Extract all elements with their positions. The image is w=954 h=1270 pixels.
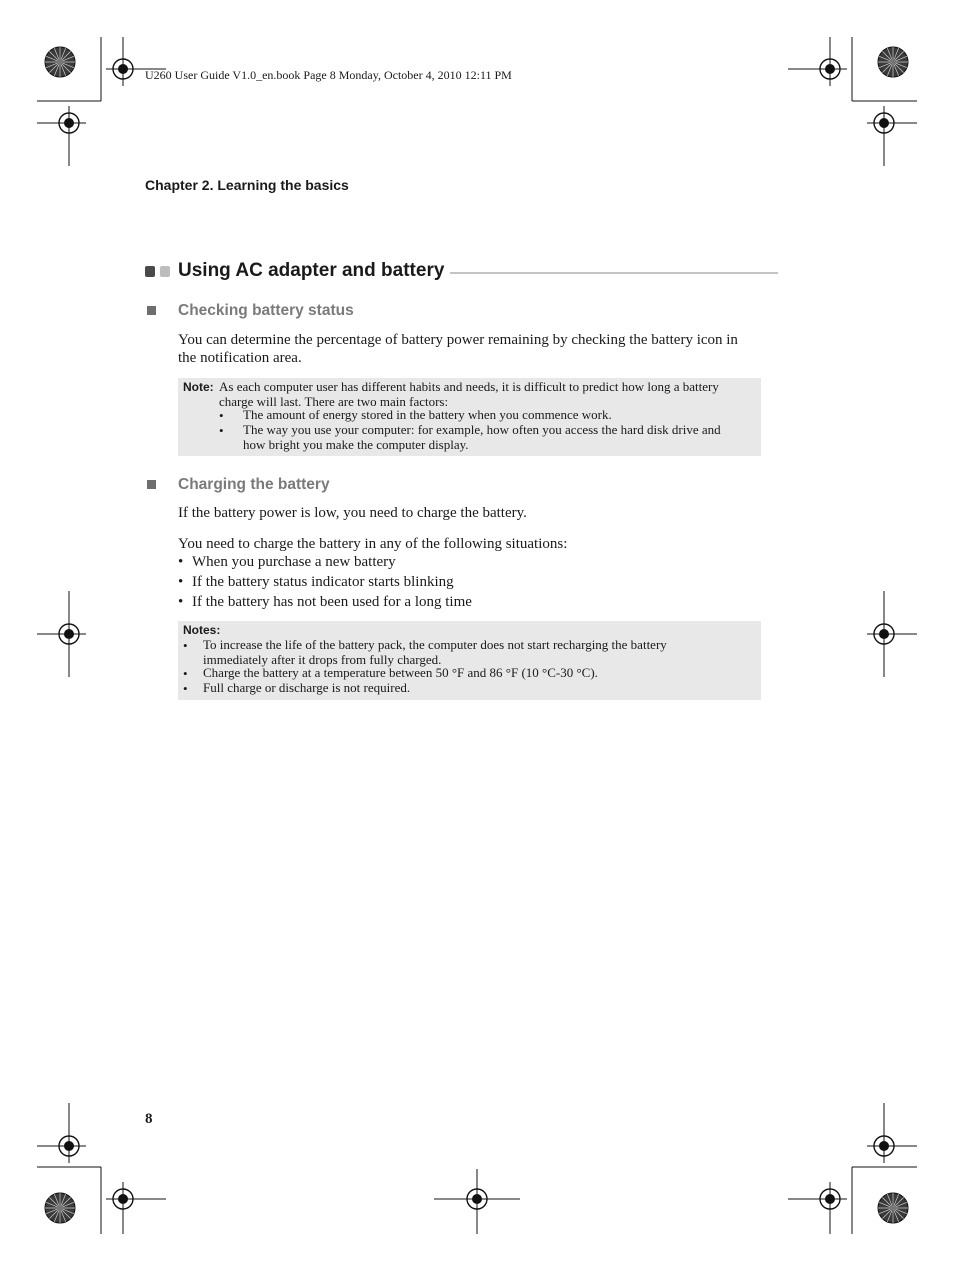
notes-label: Notes: xyxy=(183,623,221,637)
note-line: To increase the life of the battery pack, the computer does not start recharging the battery xyxy=(203,637,667,652)
page-number: 8 xyxy=(145,1111,153,1127)
note-label: Note: xyxy=(183,380,214,394)
section-square-icon-dark xyxy=(145,266,155,277)
bullet-dot: • xyxy=(183,681,188,696)
note-line: The amount of energy stored in the battery when you commence work. xyxy=(243,407,612,422)
note-line: Full charge or discharge is not required. xyxy=(203,680,411,695)
bullet-dot: • xyxy=(219,423,224,438)
note-line: charge will last. There are two main factors: xyxy=(219,393,449,409)
bullet-dot: • xyxy=(183,638,188,653)
notes-item xyxy=(203,681,758,696)
list-item xyxy=(178,554,396,571)
list-item-text: If the battery has not been used for a long time xyxy=(192,594,472,610)
bullet-dot: • xyxy=(178,554,184,570)
section-square-icon-light xyxy=(160,266,170,277)
notes-box xyxy=(178,621,761,700)
battery-status-intro xyxy=(178,331,773,367)
bullet-dot: • xyxy=(183,666,188,681)
note-line: immediately after it drops from fully charged. xyxy=(203,651,442,667)
subsection-heading-battery-status: Checking battery status xyxy=(178,302,354,319)
subsection-heading-charging: Charging the battery xyxy=(178,476,330,493)
bullet-dot: • xyxy=(219,408,224,423)
charging-paragraph-2: You need to charge the battery in any of the following situations: xyxy=(178,536,568,552)
section-rule xyxy=(450,272,778,274)
note-text xyxy=(219,380,759,409)
notes-item xyxy=(203,638,758,667)
note-bullet-item xyxy=(243,408,758,423)
list-item xyxy=(178,594,472,611)
note-line: As each computer user has different habits and needs, it is difficult to predict how long a battery xyxy=(219,379,719,394)
subsection-square-icon xyxy=(147,480,156,489)
notes-item xyxy=(203,666,758,681)
print-header: U260 User Guide V1.0_en.book Page 8 Monday, October 4, 2010 12:11 PM xyxy=(145,68,512,82)
note-line: how bright you make the computer display. xyxy=(243,436,469,452)
chapter-title: Chapter 2. Learning the basics xyxy=(145,177,349,193)
note-line: Charge the battery at a temperature between 50 °F and 86 °F (10 °C-30 °C). xyxy=(203,665,598,680)
list-item xyxy=(178,574,454,591)
paragraph-line: the notification area. xyxy=(178,350,302,366)
section-title: Using AC adapter and battery xyxy=(178,260,448,282)
paragraph-line: You can determine the percentage of battery power remaining by checking the battery icon in xyxy=(178,332,738,348)
bullet-dot: • xyxy=(178,574,184,590)
subsection-square-icon xyxy=(147,306,156,315)
section-heading xyxy=(145,260,778,286)
charging-paragraph-1: If the battery power is low, you need to charge the battery. xyxy=(178,505,527,521)
note-box xyxy=(178,378,761,456)
note-line: The way you use your computer: for example, how often you access the hard disk drive and xyxy=(243,422,721,437)
list-item-text: When you purchase a new battery xyxy=(192,554,396,570)
list-item-text: If the battery status indicator starts blinking xyxy=(192,574,454,590)
note-bullet-item xyxy=(243,423,758,452)
bullet-dot: • xyxy=(178,594,184,610)
